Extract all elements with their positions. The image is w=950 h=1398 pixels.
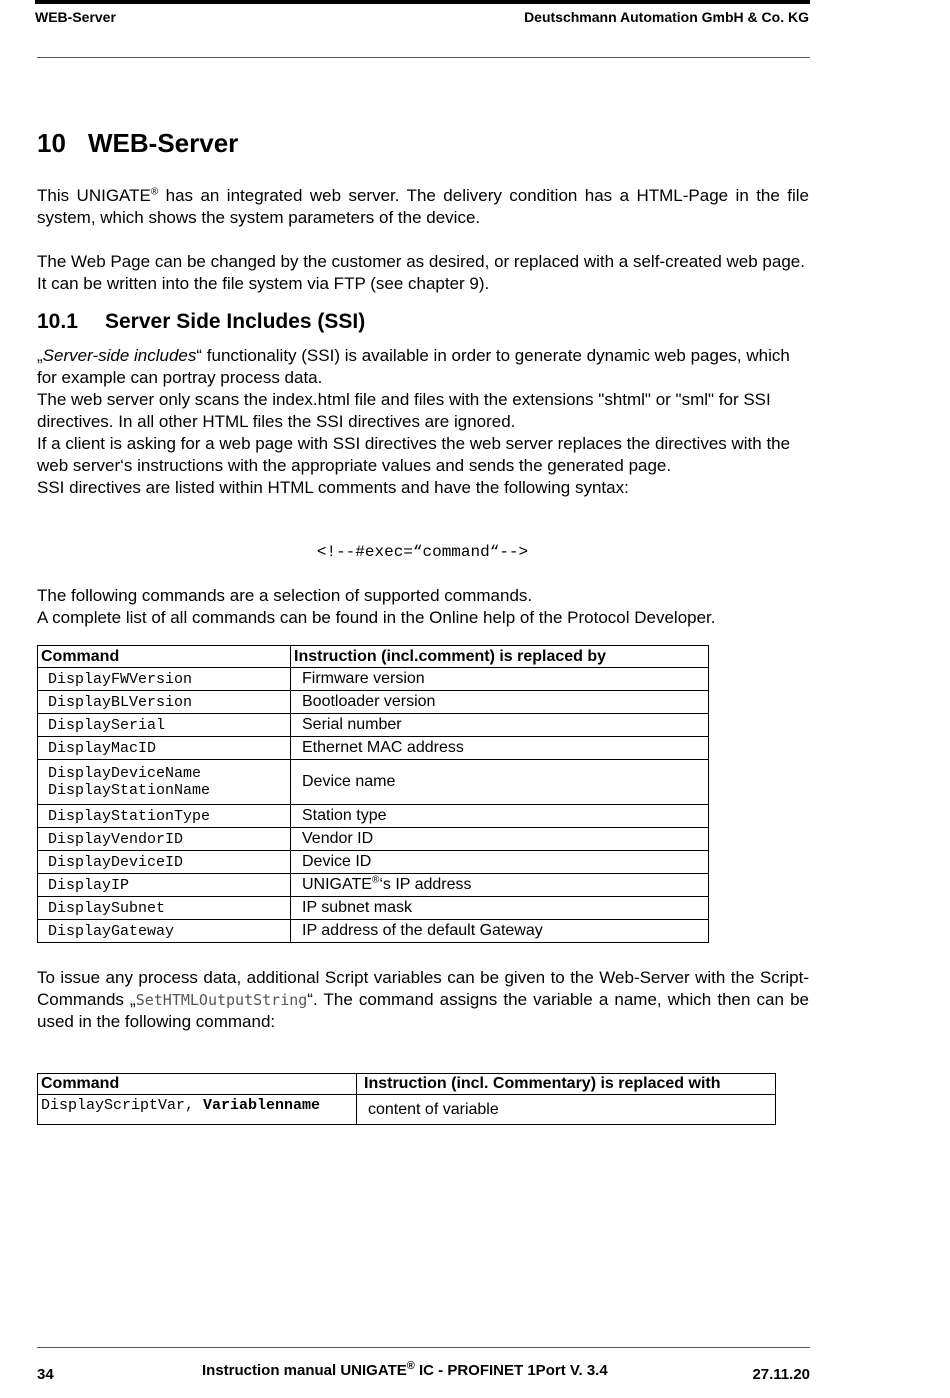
footer-divider bbox=[37, 1347, 810, 1348]
instruction-cell: Ethernet MAC address bbox=[291, 737, 709, 760]
intro-text-1: This UNIGATE bbox=[37, 186, 151, 205]
intro-paragraph bbox=[37, 185, 809, 229]
instruction-cell: Serial number bbox=[291, 714, 709, 737]
header-divider bbox=[37, 57, 810, 58]
instruction-cell: Station type bbox=[291, 805, 709, 828]
table-row bbox=[38, 920, 709, 943]
ssi-paragraph-4: SSI directives are listed within HTML comments and have the following syntax: bbox=[37, 478, 629, 497]
instruction-text: UNIGATE bbox=[302, 876, 372, 893]
table-row bbox=[38, 874, 709, 897]
command-cell: DisplayIP bbox=[38, 874, 291, 897]
ssi-paragraph-1-rest: “ functionality (SSI) is available in order to generate dynamic web pages, which for example can portray process data. bbox=[37, 346, 790, 387]
script-command-code: SetHTMLOutputString bbox=[135, 991, 308, 1009]
footer-title-text: Instruction manual UNIGATE bbox=[202, 1362, 407, 1379]
instruction-cell: Device ID bbox=[291, 851, 709, 874]
table-header-row bbox=[38, 646, 709, 668]
ssi-paragraph-2: The web server only scans the index.html file and files with the extensions "shtml" or "sml" for SSI directives. In all other HTML files the SSI directives are ignored. bbox=[37, 390, 771, 431]
instruction-cell: IP subnet mask bbox=[291, 897, 709, 920]
column-header-command: Command bbox=[38, 1074, 357, 1095]
column-header-command: Command bbox=[38, 646, 291, 668]
instruction-text-rest: ‘s IP address bbox=[379, 876, 472, 893]
open-quote: „ bbox=[37, 346, 43, 365]
footer-date: 27.11.20 bbox=[752, 1366, 810, 1383]
subsection-heading bbox=[37, 310, 365, 334]
subsection-title: Server Side Includes (SSI) bbox=[105, 310, 366, 333]
instruction-cell: Device name bbox=[291, 760, 709, 805]
footer-title-rest: IC - PROFINET 1Port V. 3.4 bbox=[414, 1362, 608, 1379]
instruction-cell: IP address of the default Gateway bbox=[291, 920, 709, 943]
commands-intro-1: The following commands are a selection of supported commands. bbox=[37, 586, 533, 605]
command-cell: DisplaySubnet bbox=[38, 897, 291, 920]
table-row bbox=[38, 668, 709, 691]
script-text-1: To issue any process data, additional Script variables can be given to the Web-Server with the Script-Commands „ bbox=[37, 968, 809, 1009]
command-line-1: DisplayDeviceName bbox=[48, 765, 202, 782]
column-header-instruction: Instruction (incl.comment) is replaced by bbox=[291, 646, 709, 668]
command-cell: DisplayFWVersion bbox=[38, 668, 291, 691]
column-header-instruction: Instruction (incl. Commentary) is replaced with bbox=[357, 1074, 776, 1095]
command-text: DisplayScriptVar, bbox=[41, 1097, 204, 1114]
table-row bbox=[38, 851, 709, 874]
registered-mark: ® bbox=[150, 186, 159, 198]
table-row bbox=[38, 1095, 776, 1125]
command-cell: DisplayDeviceID bbox=[38, 851, 291, 874]
commands-intro bbox=[37, 585, 809, 629]
table-row bbox=[38, 691, 709, 714]
header-bar bbox=[35, 0, 810, 4]
command-cell: DisplayMacID bbox=[38, 737, 291, 760]
command-cell: DisplayStationType bbox=[38, 805, 291, 828]
web-page-paragraph: The Web Page can be changed by the customer as desired, or replaced with a self-created web page. It can be written into the file system via FTP (see chapter 9). bbox=[37, 252, 805, 293]
command-cell bbox=[38, 1095, 357, 1125]
script-variables-paragraph bbox=[37, 967, 809, 1033]
command-cell: DisplayVendorID bbox=[38, 828, 291, 851]
section-title: WEB-Server bbox=[88, 128, 239, 158]
table-row bbox=[38, 805, 709, 828]
table-row bbox=[38, 760, 709, 805]
ssi-paragraph-3: If a client is asking for a web page with SSI directives the web server replaces the directives with the web server‘s instructions with the appropriate values and sends the generated page. bbox=[37, 434, 791, 475]
instruction-cell: Vendor ID bbox=[291, 828, 709, 851]
header-left: WEB-Server bbox=[35, 9, 116, 25]
table-row bbox=[38, 897, 709, 920]
instruction-cell: Bootloader version bbox=[291, 691, 709, 714]
section-number: 10 bbox=[37, 128, 66, 158]
instruction-cell: Firmware version bbox=[291, 668, 709, 691]
ssi-paragraph-1 bbox=[37, 345, 809, 389]
command-cell: DisplayGateway bbox=[38, 920, 291, 943]
header-right: Deutschmann Automation GmbH & Co. KG bbox=[524, 9, 809, 25]
subsection-number: 10.1 bbox=[37, 310, 78, 333]
registered-mark: ® bbox=[371, 874, 380, 886]
command-line-2: DisplayStationName bbox=[48, 782, 211, 799]
instruction-cell bbox=[291, 874, 709, 897]
ssi-description bbox=[37, 345, 809, 499]
registered-mark: ® bbox=[406, 1360, 415, 1372]
table-row bbox=[38, 828, 709, 851]
table-row bbox=[38, 714, 709, 737]
command-variable: Variablenname bbox=[203, 1097, 321, 1114]
ssi-syntax: <!--#exec=“command“--> bbox=[316, 543, 529, 561]
command-cell: DisplaySerial bbox=[38, 714, 291, 737]
table-header-row bbox=[38, 1074, 776, 1095]
footer-title bbox=[202, 1362, 608, 1379]
script-var-table bbox=[37, 1073, 776, 1125]
ssi-term: Server-side includes bbox=[42, 346, 197, 365]
commands-intro-2: A complete list of all commands can be found in the Online help of the Protocol Developer. bbox=[37, 608, 716, 627]
instruction-cell: content of variable bbox=[357, 1095, 776, 1125]
ssi-commands-table bbox=[37, 645, 709, 943]
page-number: 34 bbox=[37, 1366, 54, 1383]
command-cell: DisplayBLVersion bbox=[38, 691, 291, 714]
script-text-2: “. The command assigns the variable a name, which then can be used in the following command: bbox=[37, 990, 809, 1031]
command-cell bbox=[38, 760, 291, 805]
table-row bbox=[38, 737, 709, 760]
intro-text-2: has an integrated web server. The delivery condition has a HTML-Page in the file system, which shows the system parameters of the device. bbox=[37, 186, 809, 227]
section-heading bbox=[37, 128, 238, 159]
